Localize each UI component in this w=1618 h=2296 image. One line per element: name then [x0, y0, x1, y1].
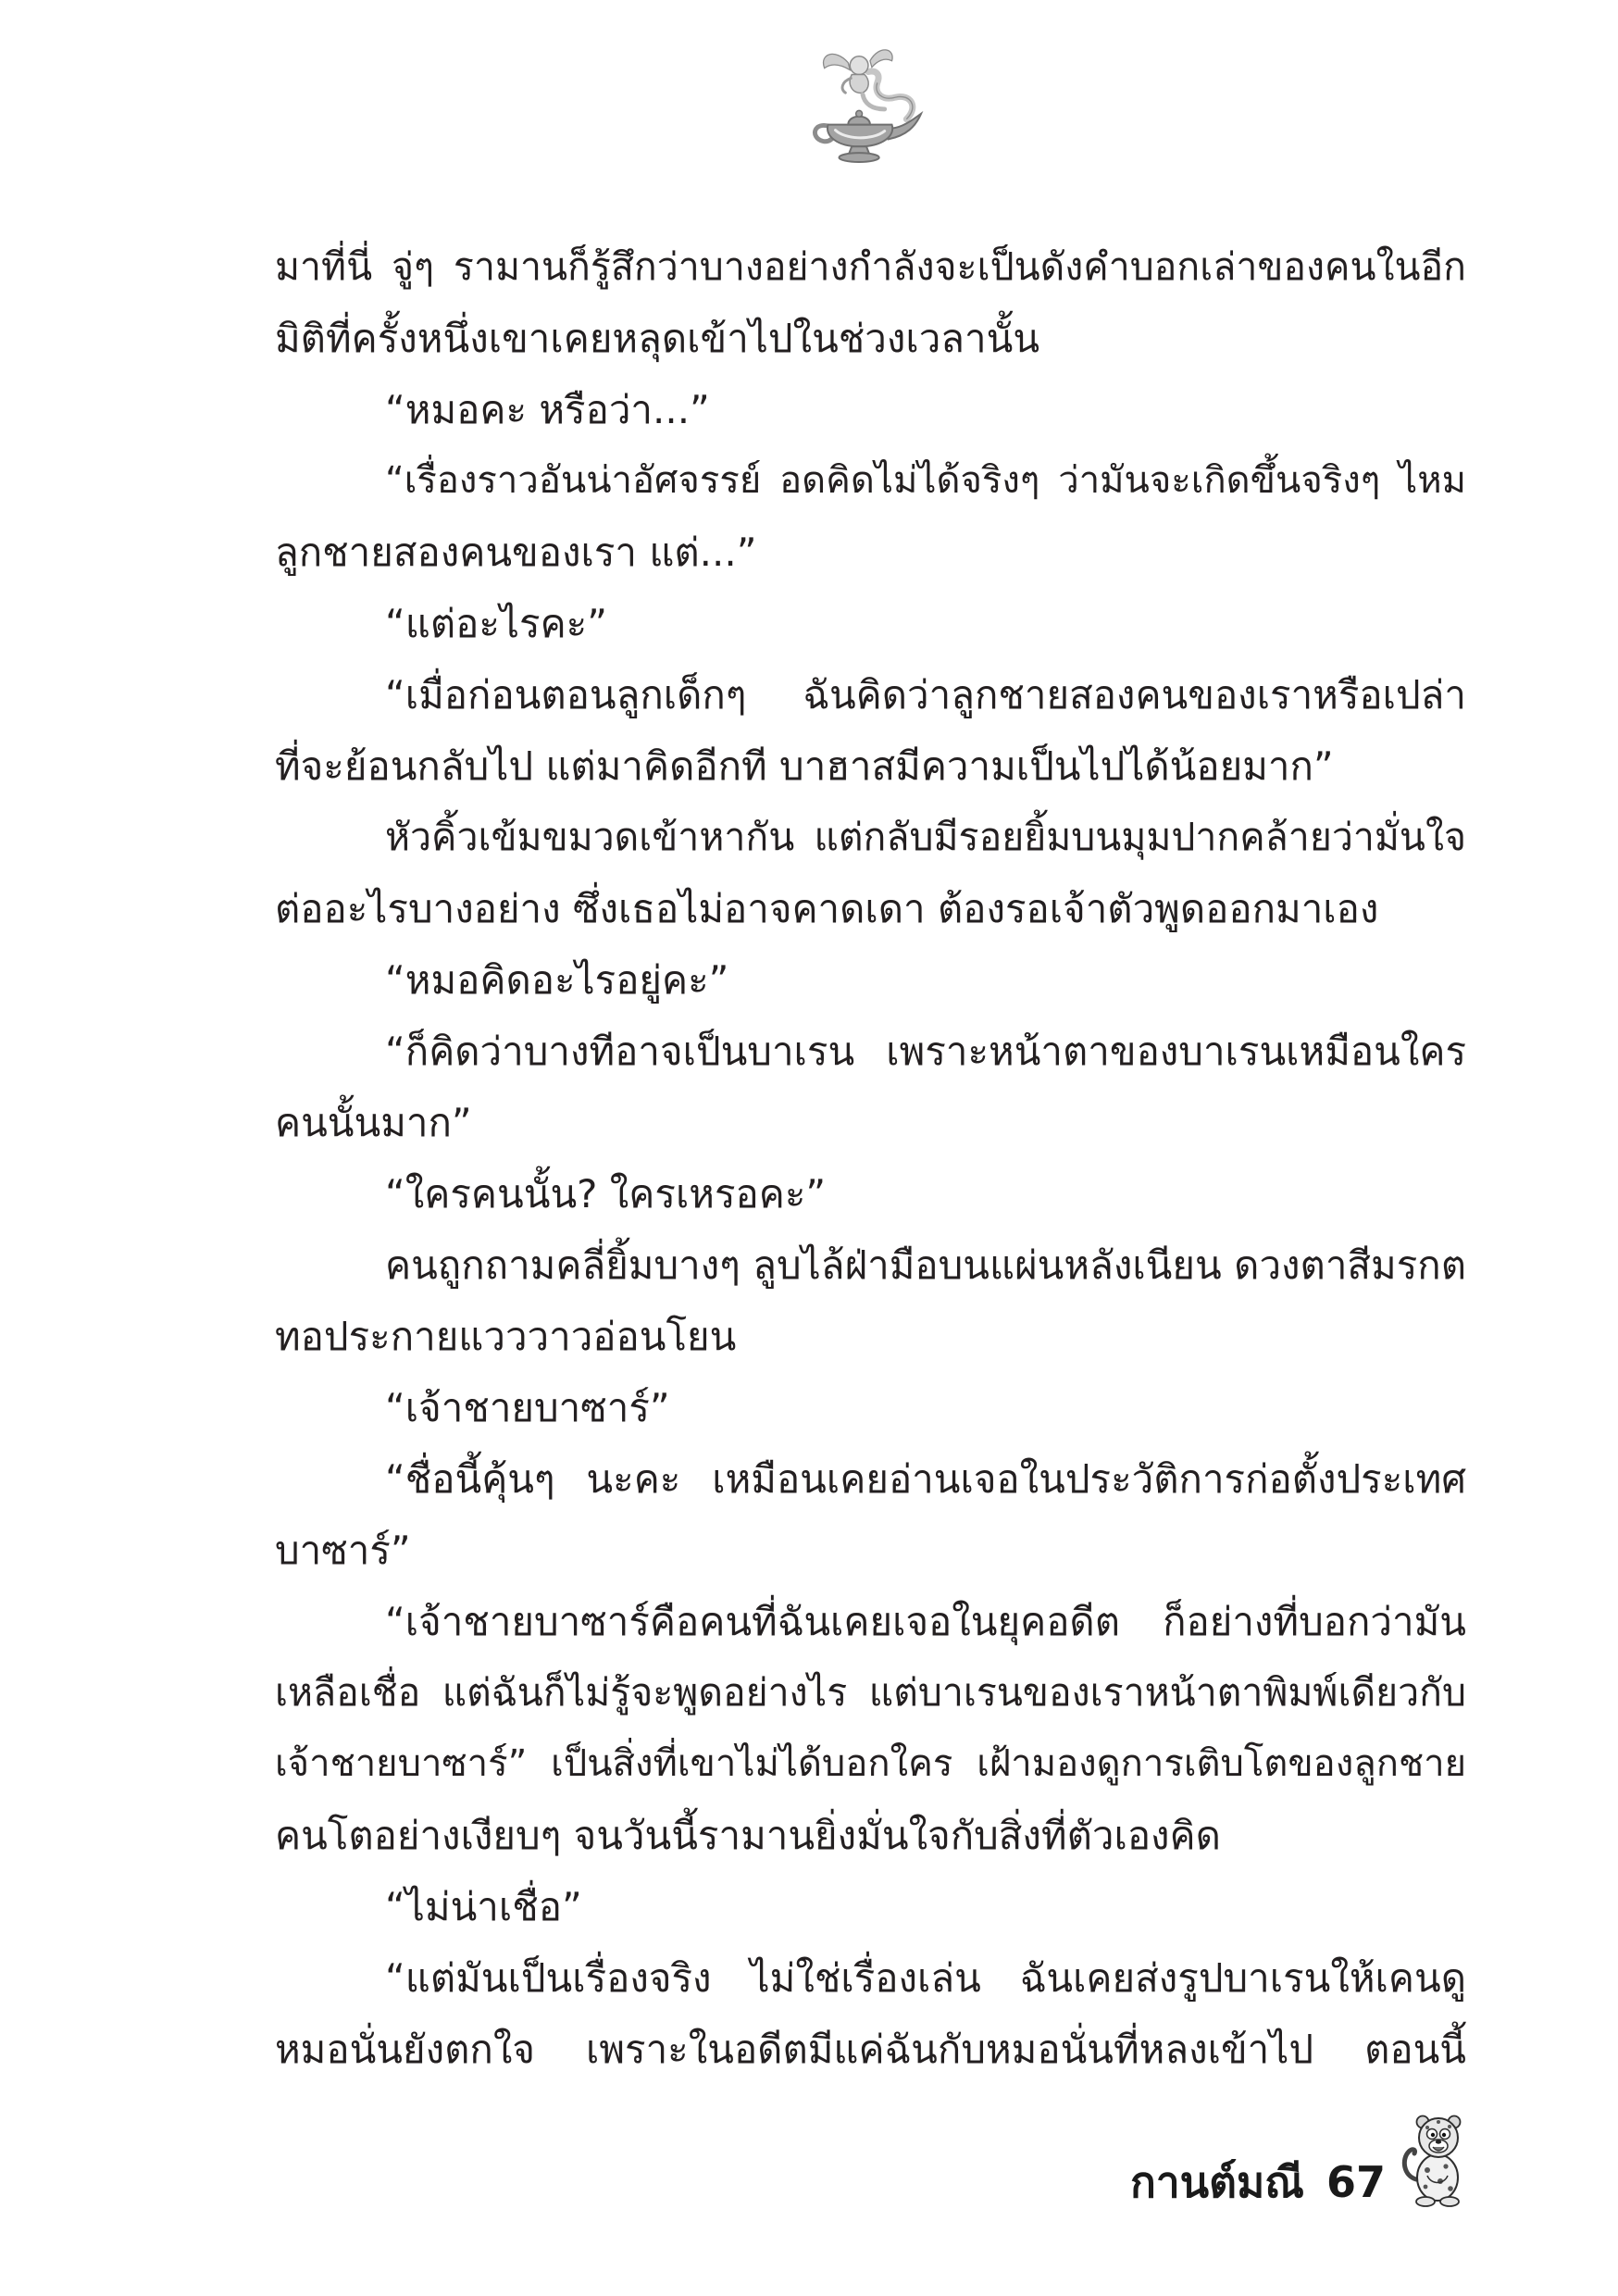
text-line: “เมื่อก่อนตอนลูกเด็กๆ ฉันคิดว่าลูกชายสองคนของเราหรือเปล่า [385, 672, 1466, 718]
text-line: ที่จะย้อนกลับไป แต่มาคิดอีกที บาฮาสมีความเป็นไปได้น้อยมาก” [275, 743, 1334, 789]
text-line: มิติที่ครั้งหนึ่งเขาเคยหลุดเข้าไปในช่วงเวลานั้น [275, 316, 1040, 361]
text-line: คนถูกถามคลี่ยิ้มบางๆ ลูบไล้ฝ่ามือบนแผ่นหลังเนียน ดวงตาสีมรกต [385, 1242, 1466, 1288]
paragraph [275, 445, 1466, 588]
body-text [275, 231, 1466, 2085]
paragraph [275, 1443, 1466, 1586]
genie-lamp-graphic [806, 43, 925, 165]
text-line: “หมอคิดอะไรอยู่คะ” [385, 957, 729, 1003]
text-line: “ชื่อนี้คุ้นๆ นะคะ เหมือนเคยอ่านเจอในประวัติการก่อตั้งประเทศ [385, 1456, 1466, 1502]
text-line: “เจ้าชายบาซาร์คือคนที่ฉันเคยเจอในยุคอดีต ก็อย่างที่บอกว่ามัน [385, 1599, 1466, 1644]
text-line: “แต่อะไรคะ” [385, 601, 607, 646]
paragraph [275, 659, 1466, 802]
paragraph [275, 802, 1466, 944]
paragraph [275, 1871, 1466, 1942]
paragraph [275, 1158, 1466, 1229]
text-line: หมอนั่นยังตกใจ เพราะในอดีตมีแค่ฉันกับหมอนั่นที่หลงเข้าไป ตอนนี้ [275, 2027, 1466, 2072]
genie-smoke [868, 71, 913, 119]
leopard-body [1416, 2154, 1459, 2206]
text-line: คนนั้นมาก” [275, 1100, 472, 1145]
text-line: “เจ้าชายบาซาร์” [385, 1385, 670, 1430]
text-line: หัวคิ้วเข้มขมวดเข้าหากัน แต่กลับมีรอยยิ้มบนมุมปากคล้ายว่ามั่นใจ [385, 815, 1466, 859]
paragraph [275, 1229, 1466, 1372]
text-line: “แต่มันเป็นเรื่องจริง ไม่ใช่เรื่องเล่น ฉันเคยส่งรูปบาเรนให้เคนดู [385, 1955, 1466, 2001]
paragraph [275, 1016, 1466, 1158]
genie-lamp-icon [806, 43, 925, 165]
page-footer [1130, 2152, 1386, 2212]
text-line: เหลือเชื่อ แต่ฉันก็ไม่รู้จะพูดอย่างไร แต่บาเรนของเราหน้าตาพิมพ์เดียวกับ [275, 1670, 1466, 1715]
text-line: เจ้าชายบาซาร์” เป็นสิ่งที่เขาไม่ได้บอกใคร เฝ้ามองดูการเติบโตของลูกชาย [275, 1742, 1466, 1785]
page-number: 67 [1326, 2157, 1386, 2207]
paragraph [275, 374, 1466, 445]
text-line: คนโตอย่างเงียบๆ จนวันนี้รามานยิ่งมั่นใจกับสิ่งที่ตัวเองคิด [275, 1813, 1221, 1858]
leopard-mascot-icon [1400, 2111, 1475, 2207]
text-line: ทอประกายแวววาวอ่อนโยน [275, 1314, 737, 1359]
text-line: มาที่นี่ จู่ๆ รามานก็รู้สึกว่าบางอย่างกำลังจะเป็นดังคำบอกเล่าของคนในอีก [275, 244, 1466, 289]
text-line: “ก็คิดว่าบางทีอาจเป็นบาเรน เพราะหน้าตาของบาเรนเหมือนใคร [385, 1029, 1466, 1074]
text-line: “เรื่องราวอันน่าอัศจรรย์ อดคิดไม่ได้จริงๆ ว่ามันจะเกิดขึ้นจริงๆ ไหม [385, 459, 1466, 502]
text-line: บาซาร์” [275, 1528, 411, 1573]
paragraph [275, 588, 1466, 659]
leopard-head [1417, 2116, 1461, 2158]
paragraph [275, 944, 1466, 1016]
leopard-tail [1404, 2150, 1416, 2179]
text-line: “หมอคะ หรือว่า...” [385, 387, 710, 432]
paragraph [275, 231, 1466, 374]
text-line: ต่ออะไรบางอย่าง ซึ่งเธอไม่อาจคาดเดา ต้องรอเจ้าตัวพูดออกมาเอง [275, 886, 1379, 931]
text-line: ลูกชายสองคนของเรา แต่...” [275, 530, 757, 575]
paragraph [275, 1372, 1466, 1443]
text-line: “ไม่น่าเชื่อ” [385, 1884, 582, 1929]
genie-figure [824, 50, 893, 109]
text-line: “ใครคนนั้น? ใครเหรอคะ” [385, 1171, 827, 1217]
paragraph [275, 1942, 1466, 2085]
running-title: กานต์มณี [1129, 2157, 1304, 2207]
paragraph [275, 1586, 1466, 1871]
leopard-mascot-graphic [1400, 2111, 1475, 2207]
